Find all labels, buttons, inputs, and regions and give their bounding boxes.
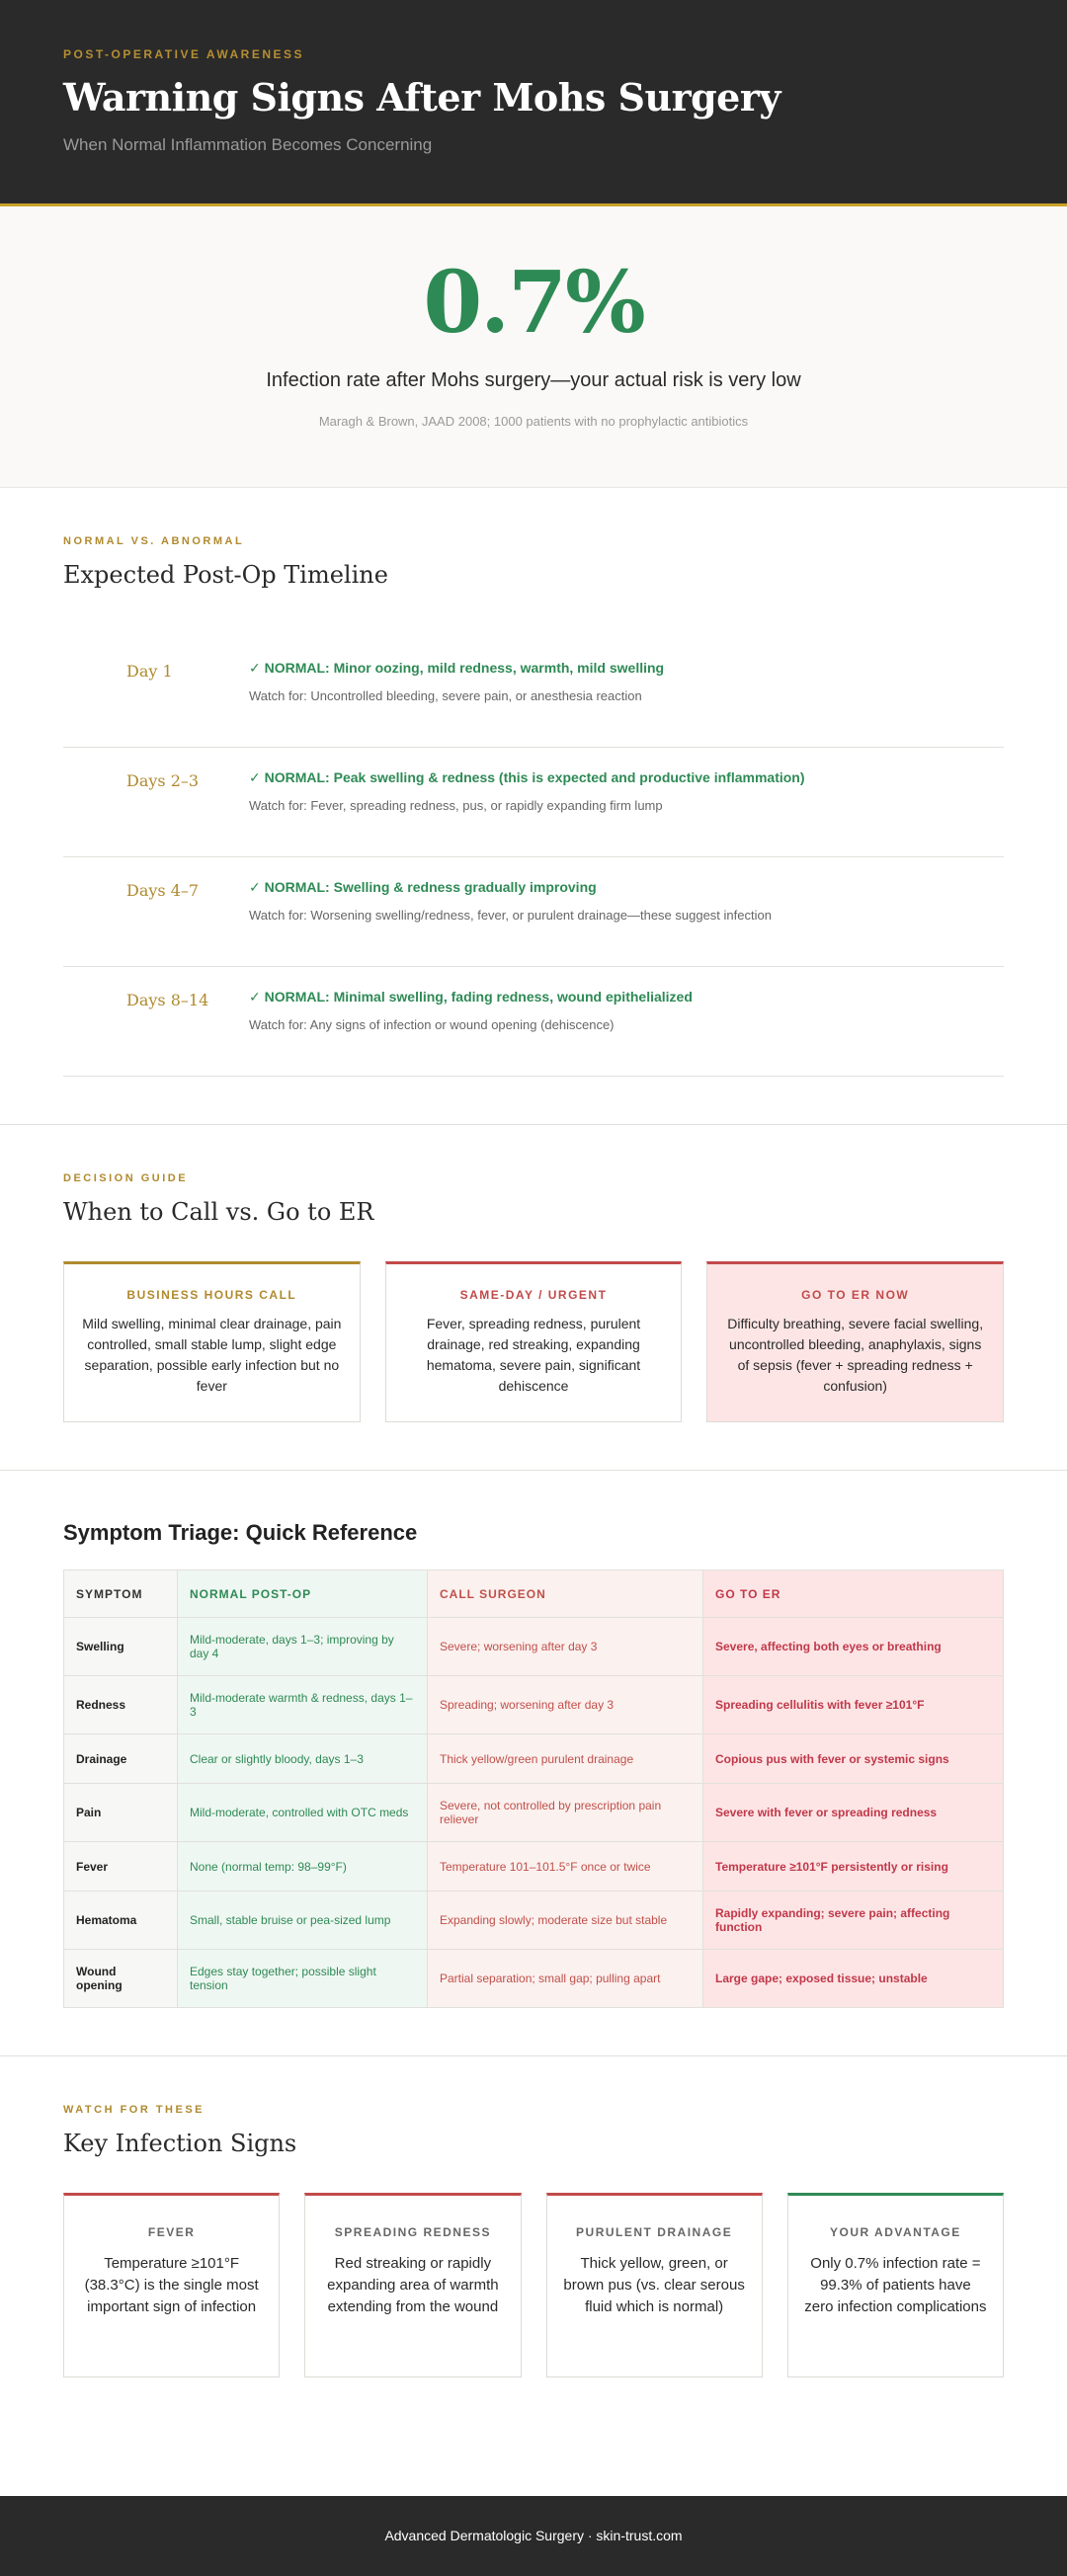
- table-cell: Severe, affecting both eyes or breathing: [703, 1618, 1004, 1676]
- timeline-normal: ✓ NORMAL: Swelling & redness gradually improving: [249, 879, 597, 895]
- triage-section: [0, 1471, 1067, 2055]
- timeline-title: Expected Post-Op Timeline: [63, 561, 388, 589]
- infection-sign-body: Red streaking or rapidly expanding area of warmth extending from the wound: [327, 2255, 499, 2315]
- timeline-day: Day 1: [126, 662, 173, 681]
- infection-sign-card: [546, 2193, 763, 2377]
- table-row: [64, 1950, 1004, 2008]
- table-cell: Drainage: [64, 1734, 178, 1784]
- table-cell: Severe with fever or spreading redness: [703, 1784, 1004, 1842]
- table-header-cell: SYMPTOM: [64, 1570, 178, 1618]
- timeline-list: [63, 638, 1004, 1077]
- decision-card: [706, 1261, 1004, 1422]
- infection-sign-title: YOUR ADVANTAGE: [829, 2225, 961, 2239]
- table-cell: Swelling: [64, 1618, 178, 1676]
- timeline-day: Days 2–3: [126, 771, 200, 790]
- table-cell: Mild-moderate warmth & redness, days 1–3: [178, 1676, 428, 1734]
- signs-title: Key Infection Signs: [63, 2130, 297, 2157]
- table-cell: Expanding slowly; moderate size but stable: [428, 1892, 703, 1950]
- page-subtitle: When Normal Inflammation Becomes Concerning: [63, 135, 433, 154]
- timeline-section: [0, 488, 1067, 1124]
- footer-text: Advanced Dermatologic Surgery · skin-trust.com: [384, 2528, 683, 2543]
- timeline-body: [249, 879, 1004, 966]
- decision-section: [0, 1125, 1067, 1470]
- decision-cards: [63, 1261, 1004, 1422]
- table-row: [64, 1892, 1004, 1950]
- table-cell: Severe; worsening after day 3: [428, 1618, 703, 1676]
- infection-sign-card: [787, 2193, 1004, 2377]
- table-cell: Mild-moderate, days 1–3; improving by day 4: [178, 1618, 428, 1676]
- decision-card-body: Difficulty breathing, severe facial swelling, uncontrolled bleeding, anaphylaxis, signs of sepsis (fever + spreading redness + confusion): [727, 1316, 984, 1394]
- page-title: Warning Signs After Mohs Surgery: [63, 75, 780, 120]
- table-cell: Clear or slightly bloody, days 1–3: [178, 1734, 428, 1784]
- stat-value: 0.7%: [423, 253, 644, 353]
- table-row: [64, 1734, 1004, 1784]
- timeline-watch: Watch for: Worsening swelling/redness, fever, or purulent drainage—these suggest infection: [249, 908, 772, 923]
- table-cell: Mild-moderate, controlled with OTC meds: [178, 1784, 428, 1842]
- timeline-normal: ✓ NORMAL: Minor oozing, mild redness, warmth, mild swelling: [249, 660, 665, 676]
- decision-card-body: Fever, spreading redness, purulent drainage, red streaking, expanding hematoma, severe pain, significant dehiscence: [426, 1316, 641, 1394]
- signs-section: [0, 2056, 1067, 2377]
- table-header-cell: GO TO ER: [703, 1570, 1004, 1618]
- infection-sign-card: [304, 2193, 521, 2377]
- infection-sign-title: FEVER: [147, 2225, 196, 2239]
- table-cell: Severe, not controlled by prescription pain reliever: [428, 1784, 703, 1842]
- table-cell: Spreading cellulitis with fever ≥101°F: [703, 1676, 1004, 1734]
- decision-card-title: GO TO ER NOW: [801, 1288, 910, 1302]
- timeline-row: [63, 638, 1004, 748]
- infection-sign-cards: [63, 2193, 1004, 2377]
- table-cell: Large gape; exposed tissue; unstable: [703, 1950, 1004, 2008]
- infection-rate-stat: [0, 206, 1067, 488]
- infection-sign-title: SPREADING REDNESS: [334, 2225, 491, 2239]
- table-row: [64, 1842, 1004, 1892]
- triage-table: [63, 1570, 1004, 2008]
- timeline-normal: ✓ NORMAL: Peak swelling & redness (this is expected and productive inflammation): [249, 769, 805, 785]
- table-header-row: [64, 1570, 1004, 1618]
- infection-sign-body: Temperature ≥101°F (38.3°C) is the single most important sign of infection: [84, 2255, 259, 2315]
- decision-card-body: Mild swelling, minimal clear drainage, pain controlled, small stable lump, slight edge separation, possible early infection but no fever: [82, 1316, 342, 1394]
- page-header: [0, 0, 1067, 206]
- table-cell: Edges stay together; possible slight tension: [178, 1950, 428, 2008]
- table-cell: Spreading; worsening after day 3: [428, 1676, 703, 1734]
- stat-source: Maragh & Brown, JAAD 2008; 1000 patients with no prophylactic antibiotics: [318, 414, 749, 429]
- page-footer: [0, 2496, 1067, 2576]
- table-cell: Pain: [64, 1784, 178, 1842]
- table-row: [64, 1784, 1004, 1842]
- table-cell: Partial separation; small gap; pulling apart: [428, 1950, 703, 2008]
- timeline-normal: ✓ NORMAL: Minimal swelling, fading redness, wound epithelialized: [249, 989, 693, 1005]
- decision-eyebrow: DECISION GUIDE: [63, 1172, 189, 1184]
- table-cell: Rapidly expanding; severe pain; affecting function: [703, 1892, 1004, 1950]
- signs-eyebrow: WATCH FOR THESE: [63, 2104, 205, 2116]
- timeline-body: [249, 769, 1004, 856]
- decision-card: [385, 1261, 683, 1422]
- table-header-cell: CALL SURGEON: [428, 1570, 703, 1618]
- timeline-row: [63, 857, 1004, 967]
- timeline-row: [63, 967, 1004, 1077]
- timeline-day: Days 8–14: [126, 991, 209, 1009]
- infection-sign-body: Thick yellow, green, or brown pus (vs. clear serous fluid which is normal): [563, 2255, 745, 2315]
- table-row: [64, 1676, 1004, 1734]
- timeline-watch: Watch for: Fever, spreading redness, pus, or rapidly expanding firm lump: [249, 798, 663, 813]
- table-cell: Copious pus with fever or systemic signs: [703, 1734, 1004, 1784]
- timeline-watch: Watch for: Uncontrolled bleeding, severe pain, or anesthesia reaction: [249, 688, 642, 703]
- timeline-watch: Watch for: Any signs of infection or wound opening (dehiscence): [249, 1017, 615, 1032]
- table-cell: Fever: [64, 1842, 178, 1892]
- timeline-row: [63, 748, 1004, 857]
- triage-title: Symptom Triage: Quick Reference: [63, 1520, 418, 1545]
- header-eyebrow: POST-OPERATIVE AWARENESS: [63, 47, 305, 61]
- decision-card-title: SAME-DAY / URGENT: [459, 1288, 608, 1302]
- decision-title: When to Call vs. Go to ER: [63, 1198, 374, 1226]
- timeline-body: [249, 989, 1004, 1076]
- table-row: [64, 1618, 1004, 1676]
- table-cell: Wound opening: [64, 1950, 178, 2008]
- decision-card-title: BUSINESS HOURS CALL: [126, 1288, 297, 1302]
- infection-sign-card: [63, 2193, 280, 2377]
- decision-card: [63, 1261, 361, 1422]
- timeline-eyebrow: NORMAL VS. ABNORMAL: [63, 535, 245, 547]
- infection-sign-body: Only 0.7% infection rate = 99.3% of patients have zero infection complications: [804, 2255, 987, 2315]
- timeline-day: Days 4–7: [126, 881, 200, 900]
- infection-sign-title: PURULENT DRAINAGE: [576, 2225, 733, 2239]
- timeline-body: [249, 660, 1004, 747]
- table-cell: None (normal temp: 98–99°F): [178, 1842, 428, 1892]
- table-header-cell: NORMAL POST-OP: [178, 1570, 428, 1618]
- table-cell: Thick yellow/green purulent drainage: [428, 1734, 703, 1784]
- table-cell: Small, stable bruise or pea-sized lump: [178, 1892, 428, 1950]
- table-cell: Hematoma: [64, 1892, 178, 1950]
- table-cell: Temperature 101–101.5°F once or twice: [428, 1842, 703, 1892]
- table-cell: Redness: [64, 1676, 178, 1734]
- table-cell: Temperature ≥101°F persistently or rising: [703, 1842, 1004, 1892]
- stat-caption: Infection rate after Mohs surgery—your actual risk is very low: [266, 369, 801, 391]
